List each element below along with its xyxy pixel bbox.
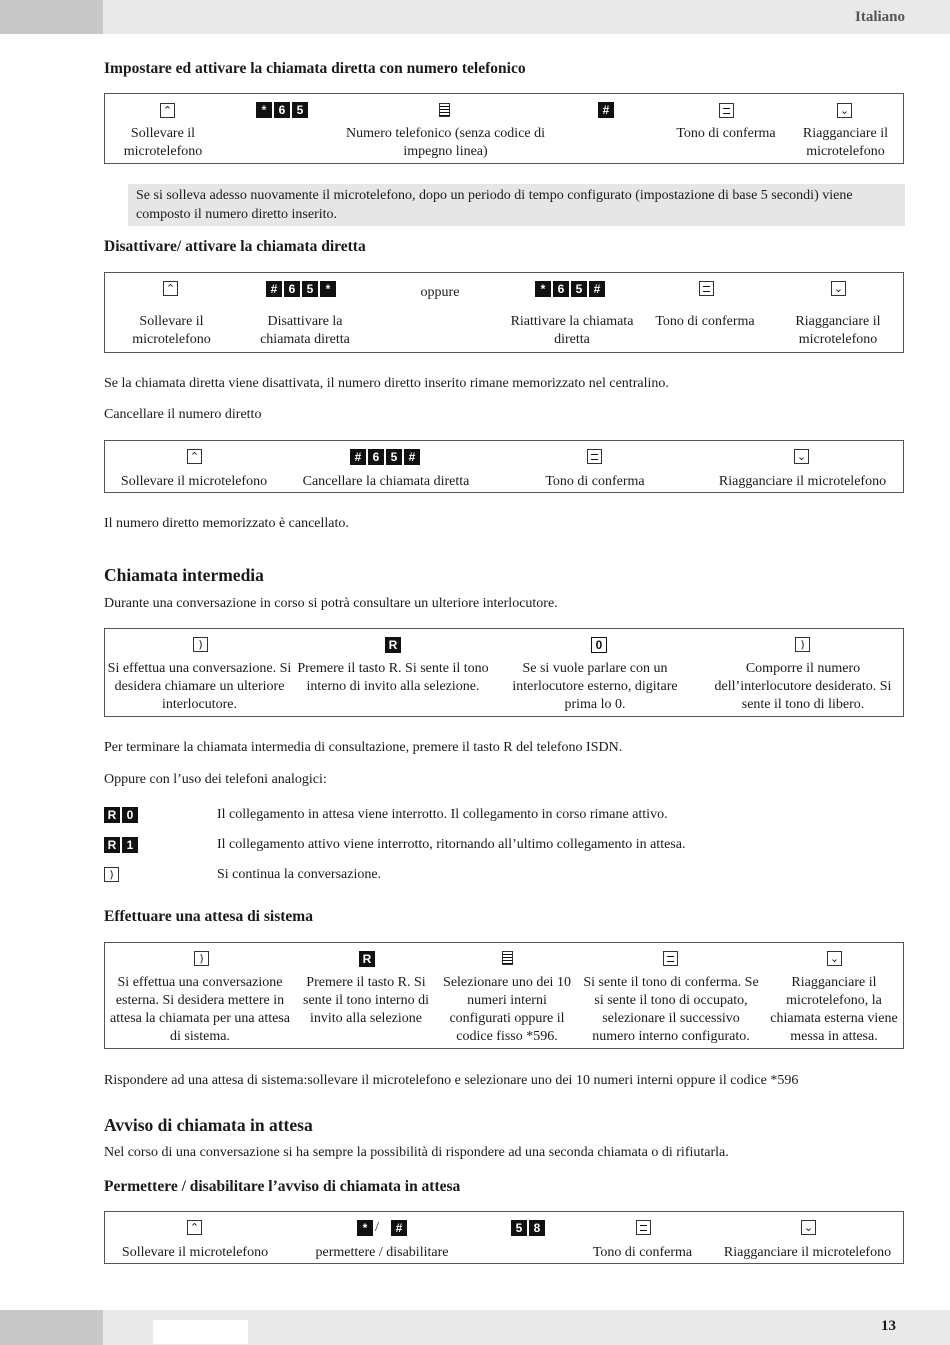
zero-key: 0 bbox=[591, 637, 607, 653]
hash-key: # bbox=[598, 102, 614, 118]
step-text: Sollevare il microtelefono bbox=[121, 1245, 269, 1260]
handset-icon: ) bbox=[193, 637, 208, 652]
paragraph: Oppure con l’uso dei telefoni analogici: bbox=[104, 772, 327, 787]
note-box bbox=[128, 184, 905, 226]
step-text: Riagganciare il microtelefono bbox=[723, 1245, 892, 1260]
handset-icon: ) bbox=[194, 951, 209, 966]
page-number: 13 bbox=[881, 1318, 896, 1334]
confirm-tone-icon bbox=[699, 281, 714, 296]
section-title: Disattivare/ attivare la chiamata diretta bbox=[104, 238, 366, 255]
header-block bbox=[0, 0, 103, 34]
steps-table bbox=[104, 1211, 904, 1264]
confirm-tone-icon bbox=[587, 449, 602, 464]
subheading: Permettere / disabilitare l’avviso di chiamata in attesa bbox=[104, 1178, 461, 1195]
step-text: permettere / disabilitare bbox=[315, 1245, 449, 1260]
step-text: Riagganciare il microtelefono bbox=[802, 126, 889, 159]
step-text: Disattivare la chiamata diretta bbox=[260, 314, 350, 347]
section-title: Chiamata intermedia bbox=[104, 565, 264, 585]
key-sequence: # 6 5 * bbox=[266, 281, 336, 297]
handset-icon: ) bbox=[795, 637, 810, 652]
step-text: Riagganciare il microtelefono, la chiamata esterna viene messa in attesa. bbox=[770, 975, 898, 1044]
step-text: Selezionare uno dei 10 numeri interni configurati oppure il codice fisso *596. bbox=[443, 975, 571, 1044]
step-text: Numero telefonico (senza codice di impegno linea) bbox=[345, 126, 546, 159]
lift-handset-icon: ⌃ bbox=[187, 1220, 202, 1235]
step-text: Si effettua una conversazione. Si desidera chiamare un ulteriore interlocutore. bbox=[107, 661, 292, 712]
step-text: Si sente il tono di conferma. Se si sente il tono di occupato, selezionare il successivo numero interno configurato. bbox=[583, 975, 759, 1044]
hang-up-icon: ⌄ bbox=[801, 1220, 816, 1235]
step-text: Riagganciare il microtelefono bbox=[795, 314, 881, 347]
key: 5 bbox=[292, 102, 308, 118]
r-key: R bbox=[385, 637, 401, 653]
section-title: Impostare ed attivare la chiamata diretta con numero telefonico bbox=[104, 60, 526, 77]
step-text: Tono di conferma bbox=[545, 474, 645, 489]
language-label: Italiano bbox=[854, 9, 905, 25]
step-text: Tono di conferma bbox=[592, 1245, 693, 1260]
key-sequence: * / # bbox=[357, 1220, 407, 1236]
r-key: R bbox=[359, 951, 375, 967]
keypad-icon bbox=[439, 103, 450, 117]
confirm-tone-icon bbox=[719, 103, 734, 118]
footer-box bbox=[153, 1320, 248, 1344]
footer-bar bbox=[0, 1310, 950, 1345]
lift-handset-icon: ⌃ bbox=[187, 449, 202, 464]
step-text: Riagganciare il microtelefono bbox=[718, 474, 887, 489]
steps-table bbox=[104, 942, 904, 1049]
subheading: Cancellare il numero diretto bbox=[104, 407, 262, 422]
step-text: Sollevare il microtelefono bbox=[132, 314, 211, 347]
step-text: Tono di conferma bbox=[676, 126, 776, 141]
paragraph: Nel corso di una conversazione si ha sempre la possibilità di rispondere ad una seconda chiamata o di rifiutarla. bbox=[104, 1145, 729, 1160]
handset-icon: ) bbox=[104, 867, 119, 882]
hang-up-icon: ⌄ bbox=[831, 281, 846, 296]
step-text: Tono di conferma bbox=[655, 314, 755, 329]
key-sequence: # 6 5 # bbox=[350, 449, 420, 465]
step-text: Comporre il numero dell’interlocutore desiderato. Si sente il tono di libero. bbox=[714, 661, 892, 712]
note-text: Se si solleva adesso nuovamente il microtelefono, dopo un periodo di tempo configurato (impostazione di base 5 secondi) viene composto il numero diretto inserito. bbox=[136, 188, 853, 222]
hang-up-icon: ⌄ bbox=[837, 103, 852, 118]
step-text: Se si vuole parlare con un interlocutore esterno, digitare prima lo 0. bbox=[512, 661, 678, 712]
paragraph: Durante una conversazione in corso si potrà consultare un ulteriore interlocutore. bbox=[104, 596, 558, 611]
step-text: Riattivare la chiamata diretta bbox=[510, 314, 634, 347]
paragraph: Il numero diretto memorizzato è cancellato. bbox=[104, 516, 349, 531]
step-text: Premere il tasto R. Si sente il tono interno di invito alla selezione bbox=[303, 975, 429, 1026]
step-text: Si effettua una conversazione esterna. Si desidera mettere in attesa la chiamata per una attesa di sistema. bbox=[110, 975, 290, 1044]
confirm-tone-icon bbox=[663, 951, 678, 966]
key-sequence: 5 8 bbox=[511, 1220, 545, 1236]
option-text: Il collegamento in attesa viene interrotto. Il collegamento in corso rimane attivo. bbox=[217, 807, 668, 822]
key: 6 bbox=[274, 102, 290, 118]
key-sequence bbox=[256, 102, 308, 118]
lift-handset-icon: ⌃ bbox=[160, 103, 175, 118]
steps-table bbox=[104, 272, 904, 353]
section-title: Effettuare una attesa di sistema bbox=[104, 908, 313, 925]
option-text: Si continua la conversazione. bbox=[217, 867, 382, 882]
key-sequence: * 6 5 # bbox=[535, 281, 605, 297]
paragraph: Per terminare la chiamata intermedia di consultazione, premere il tasto R del telefono ISDN. bbox=[104, 740, 623, 755]
steps-table bbox=[104, 628, 904, 717]
steps-table bbox=[104, 440, 904, 493]
key: * bbox=[256, 102, 272, 118]
or-label: oppure bbox=[420, 285, 460, 300]
paragraph: Rispondere ad una attesa di sistema:sollevare il microtelefono e selezionare uno dei 10 numeri interni oppure il codice *596 bbox=[104, 1073, 799, 1088]
header-bar bbox=[0, 0, 950, 34]
paragraph: Se la chiamata diretta viene disattivata, il numero diretto inserito rimane memorizzato nel centralino. bbox=[104, 376, 669, 391]
confirm-tone-icon bbox=[636, 1220, 651, 1235]
keypad-icon bbox=[502, 951, 513, 965]
lift-handset-icon: ⌃ bbox=[163, 281, 178, 296]
step-text: Sollevare il microtelefono bbox=[123, 126, 203, 159]
section-title: Avviso di chiamata in attesa bbox=[104, 1115, 313, 1135]
hang-up-icon: ⌄ bbox=[794, 449, 809, 464]
footer-block bbox=[0, 1310, 103, 1345]
steps-table bbox=[104, 93, 904, 164]
step-text: Cancellare la chiamata diretta bbox=[302, 474, 470, 489]
step-text: Premere il tasto R. Si sente il tono interno di invito alla selezione. bbox=[297, 661, 489, 694]
option-text: Il collegamento attivo viene interrotto, ritornando all’ultimo collegamento in attesa. bbox=[217, 837, 686, 852]
hang-up-icon: ⌄ bbox=[827, 951, 842, 966]
step-text: Sollevare il microtelefono bbox=[120, 474, 268, 489]
